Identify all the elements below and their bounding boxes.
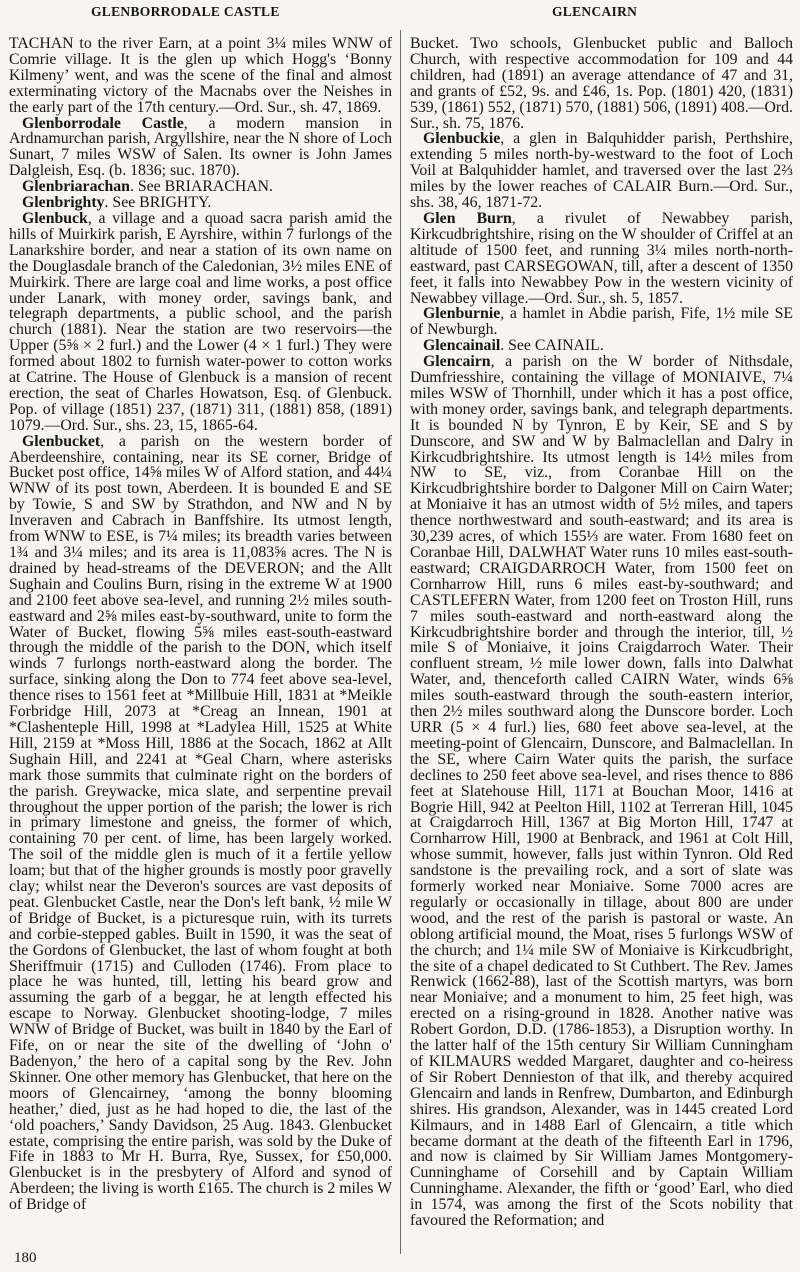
running-head-right: GLENCAIRN [552, 4, 638, 19]
entry-text: , a village and a quoad sacra parish amid the hills of Muirkirk parish, E Ayrshire, within 7 furlongs of the Lanarkshire border, and near a station of its own name on the Douglasdale branch of the Caledonian, 3½ miles ENE of Muirkirk. There are large coal and lime works, a post office under Lanark, with money order, savings bank, and telegraph departments, a public school, and the parish church (1881). Near the station are two reservoirs—the Upper (5⅝ × 2 furl.) and the Lower (4 × 1 furl.) They were formed about 1802 to furnish water-power to cotton works at Catrine. The House of Glenbuck is a mansion of recent erection, the seat of Charles Howatson, Esq. of Glenbuck. Pop. of village (1851) 237, (1871) 311, (1881) 858, (1891) 1079.—Ord. Sur., shs. 23, 15, 1865-64. [9, 209, 392, 434]
entry-paragraph [410, 338, 793, 354]
entry-headword: Glenburnie [423, 305, 501, 323]
entry-headword: Glen Burn [423, 209, 512, 227]
entry-text: , a modern mansion in Ardnamurchan parish, Argyllshire, near the N shore of Loch Sunart, 7 miles WSW of Salen. Its owner is John James Dalgleish, Esq. (b. 1836; suc. 1870). [9, 114, 392, 180]
page-number: 180 [14, 1250, 37, 1266]
entry-headword: Glencainail [423, 337, 501, 355]
entry-paragraph [9, 179, 392, 195]
entry-text: , a hamlet in Abdie parish, Fife, 1½ mile SE of Newburgh. [410, 305, 793, 339]
entry-text: , a parish on the western border of Aberdeenshire, containing, near its SE corner, Bridge of Bucket post office, 14⅝ miles W of Alford station, and 44¼ WNW of its post town, Aberdeen. It is bounded E and SE by Towie, S and SW by Strathdon, and NW and N by Inveraven and Cabrach in Banffshire. Its utmost length, from WNW to ESE, is 7¼ miles; its breadth varies between 1¾ and 3¼ miles; and its area is 11,083⅝ acres. The N is drained by head-streams of the DEVERON; and the Allt Sughain and Coulins Burn, rising in the extreme W at 1900 and 2100 feet above sea-level, and running 2½ miles south-eastward and 2⅝ miles east-by-southward, unite to form the Water of Bucket, flowing 5⅝ miles east-south-eastward through the middle of the parish to the DON, which itself winds 7 furlongs north-eastward along the border. The surface, sinking along the Don to 774 feet above sea-level, thence rises to 1561 feet at *Millbuie Hill, 1831 at *Meikle Forbridge Hill, 2073 at *Creag an Innean, 1901 at *Clashenteple Hill, 1998 at *Ladylea Hill, 1525 at White Hill, 2159 at *Moss Hill, 1886 at the Socach, 1862 at Allt Sughain Hill, and 2241 at *Geal Charn, where asterisks mark those summits that culminate right on the borders of the parish. Greywacke, mica slate, and serpentine prevail throughout the upper portion of the parish; the lower is rich in primary limestone and gneiss, the former of which, containing 70 per cent. of lime, has been largely worked. The soil of the middle glen is much of it a fertile yellow loam; but that of the higher grounds is mostly poor gravelly clay; whilst near the Deveron's sources are vast deposits of peat. Glenbucket Castle, near the Don's left bank, ½ mile W of Bridge of Bucket, is a picturesque ruin, with its turrets and corbie-stepped gables. Built in 1590, it was the seat of the Gordons of Glenbucket, the last of whom fought at both Sheriffmuir (1715) and Culloden (1746). From place to place he was hunted, till, letting his beard grow and assuming the garb of a beggar, he at length effected his escape to Norway. Glenbucket shooting-lodge, 7 miles WNW of Bridge of Bucket, was built in 1840 by the Earl of Fife, on or near the site of the dwelling of ‘John o' Badenyon,’ the hero of a capital song by the Rev. John Skinner. One other memory has Glenbucket, that here on the moors of Glencairney, ‘among the bonny blooming heather,’ died, just as he had hoped to die, the last of the ‘old poachers,’ Sandy Davidson, 25 Aug. 1843. Glenbucket estate, comprising the entire parish, was sold by the Duke of Fife in 1883 to Mr H. Burra, Rye, Sussex, for £50,000. Glenbucket is in the presbytery of Alford and synod of Aberdeen; the living is worth £165. The church is 2 miles W of Bridge of [9, 432, 392, 1214]
entry-text: , a parish on the W border of Nithsdale, Dumfriesshire, containing the village of MONIAIVE, 7¼ miles WSW of Thornhill, under which it has a post office, with money order, savings bank, and telegraph departments. It is bounded N by Tynron, E by Keir, SE and S by Dunscore, and SW and W by Balmaclellan and Dalry in Kirkcudbrightshire. Its utmost length is 14½ miles from NW to SE, viz., from Coranbae Hill on the Kirkcudbrightshire border to Dalgoner Mill on Cairn Water; at Moniaive it has an utmost width of 5½ miles, and tapers thence northwestward and south-eastward; and its area is 30,239 acres, of which 155⅓ are water. From 1680 feet on Coranbae Hill, DALWHAT Water runs 10 miles east-south-eastward; CRAIGDARROCH Water, from 1500 feet on Cornharrow Hill, runs 6 miles east-by-southward; and CASTLEFERN Water, from 1200 feet on Troston Hill, runs 7 miles south-eastward and north-eastward along the Kirkcudbrightshire border and through the interior, till, ½ mile S of Moniaive, it joins Craigdarroch Water. Their confluent stream, ½ mile lower down, falls into Dalwhat Water, and, thenceforth called CAIRN Water, winds 6⅝ miles south-eastward through the south-eastern interior, then 2½ miles southward along the Dunscore border. Loch URR (5 × 4 furl.) lies, 680 feet above sea-level, at the meeting-point of Glencairn, Dunscore, and Balmaclellan. In the SE, where Cairn Water quits the parish, the surface declines to 250 feet above sea-level, and rises thence to 886 feet at Slatehouse Hill, 1171 at Bouchan Moor, 1416 at Bogrie Hill, 942 at Peelton Hill, 1102 at Terreran Hill, 1045 at Craigdarroch Hill, 1367 at Big Morton Hill, 1747 at Cornharrow Hill, 1900 at Benbrack, and 1961 at Colt Hill, whose summit, however, falls just within Tynron. Old Red sandstone is the prevailing rock, and a sort of slate was formerly worked near Moniaive. Some 7000 acres are regularly or occasionally in tillage, about 800 are under wood, and the rest of the parish is pastoral or waste. An oblong artificial mound, the Moat, rises 5 furlongs WSW of the church; and 1¼ mile SW of Moniaive is Kirkcudbright, the site of a chapel dedicated to St Cuthbert. The Rev. James Renwick (1662-88), last of the Scottish martyrs, was born near Moniaive; and a monument to him, 25 feet high, was erected on a rising-ground in 1828. Another native was Robert Gordon, D.D. (1786-1853), a Disruption worthy. In the latter half of the 15th century Sir William Cunningham of KILMAURS wedded Margaret, daughter and co-heiress of Sir Robert Dennieston of that ilk, and thereby acquired Glencairn and lands in Renfrew, Dumbarton, and Edinburgh shires. His grandson, Alexander, was in 1445 created Lord Kilmaurs, and in 1488 Earl of Glencairn, a title which became dormant at the death of the fifteenth Earl in 1796, and now is claimed by Sir William James Montgomery-Cunninghame of Corsehill and by Captain William Cunninghame. Alexander, the fifth or ‘good’ Earl, who died in 1574, was among the first of the Scots nobility that favoured the Reformation; and [410, 353, 793, 1230]
entry-text: . See CAINAIL. [500, 337, 604, 355]
entry-text: TACHAN to the river Earn, at a point 3¼ miles WNW of Comrie village. It is the glen up which Hogg's ‘Bonny Kilmeny’ went, and was the scene of the final and almost exterminating victory of the Macnabs over the Neishes in the early part of the 17th century.—Ord. Sur., sh. 47, 1869. [9, 35, 392, 116]
entry-headword: Glenbrighty [22, 194, 105, 212]
entry-text: , a rivulet of Newabbey parish, Kirkcudbrightshire, rising on the W shoulder of Criffel at an altitude of 1500 feet, and running 3¼ miles north-north-eastward, past CARSEGOWAN, till, after a descent of 1350 feet, it falls into Newabbey Pow in the western vicinity of Newabbey village.—Ord. Sur., sh. 5, 1857. [410, 209, 793, 307]
entry-text: . See BRIGHTY. [104, 194, 212, 212]
entry-text: . See BRIARACHAN. [129, 178, 274, 196]
entry-paragraph [9, 36, 392, 116]
entry-headword: Glencairn [423, 353, 491, 371]
entry-paragraph [9, 434, 392, 1213]
column-divider [400, 30, 401, 1254]
left-column [9, 36, 392, 1213]
entry-headword: Glenborrodale Castle [22, 114, 184, 132]
right-column [410, 36, 793, 1229]
entry-headword: Glenbuck [22, 209, 88, 227]
entry-paragraph [410, 131, 793, 211]
entry-paragraph [410, 306, 793, 338]
entry-paragraph [410, 354, 793, 1229]
entry-headword: Glenbuckie [423, 130, 501, 148]
entry-paragraph [9, 116, 392, 180]
entry-text: , a glen in Balquhidder parish, Perthshire, extending 5 miles north-by-westward to the foot of Loch Voil at Balquhidder hamlet, and traversed over the last 2⅔ miles by the lower reaches of CALAIR Burn.—Ord. Sur., shs. 38, 46, 1871-72. [410, 130, 793, 212]
running-head-left: GLENBORRODALE CASTLE [91, 4, 280, 19]
entry-paragraph [9, 211, 392, 434]
entry-headword: Glenbriarachan [22, 178, 130, 196]
entry-paragraph [9, 195, 392, 211]
entry-headword: Glenbucket [22, 432, 101, 450]
entry-paragraph [410, 211, 793, 306]
entry-text: Bucket. Two schools, Glenbucket public and Balloch Church, with respective accommodation for 109 and 44 children, had (1891) an average attendance of 47 and 31, and grants of £52, 9s. and £46, 1s. Pop. (1801) 420, (1831) 539, (1861) 552, (1871) 570, (1881) 506, (1891) 408.—Ord. Sur., sh. 75, 1876. [410, 35, 793, 132]
entry-paragraph [410, 36, 793, 131]
